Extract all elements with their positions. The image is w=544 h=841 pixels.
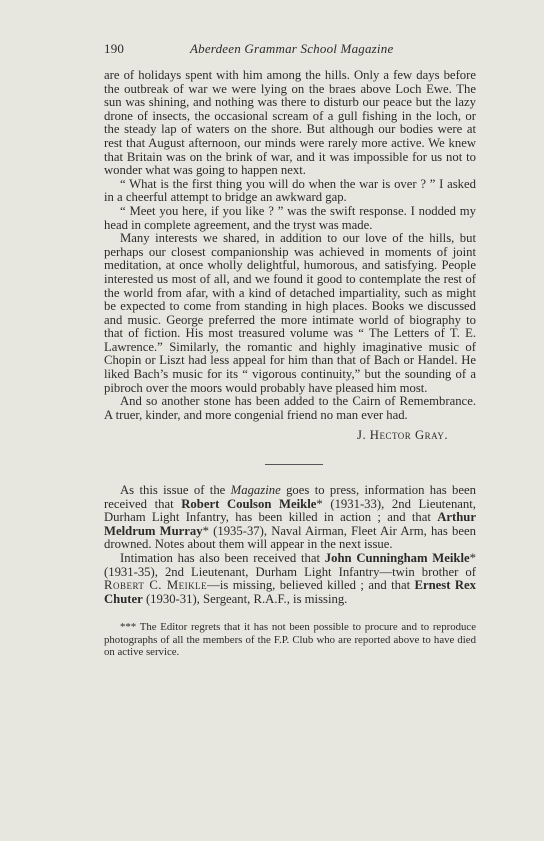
running-head	[104, 41, 476, 59]
news-text: (1930-31), Sergeant, R.A.F., is missing.	[142, 591, 348, 606]
paragraph-interests: Many interests we shared, in addition to our love of the hills, but perhaps our closest companionship was achieved in moments of joint meditation, at once wholly delightful, humorous, and satisfying. People interested us most of all, and we found it good to contemplate the rest of the world from afar, with a kind of detached impartiality, such as might be expected to come from standing in high places. Books we discussed and music. George preferred the more intimate world of biography to that of fiction. His most treasured volume was “ The Letters of T. E. Lawrence.” Similarly, the romantic and highly imaginative music of Chopin or Liszt had less appeal for him than that of Bach or Handel. He liked Bach’s music for its “ vigorous continuity,” but the sounding of a pibroch over the moors would probably have pleased him most.	[104, 231, 476, 395]
paragraph-holidays: are of holidays spent with him among the hills. Only a few days before the outbreak of war we were lying on the braes above Loch Ewe. The sun was shining, and nothing was there to disturb our peace but the lazy drone of insects, the occasional scream of a gull fishing in the loch, or the steady lap of waters on the shore. But although our bodies were at rest that August afternoon, our minds were rarely more active. We knew that Britain was on the brink of war, and it was impossible for us not to wonder what was going to happen next.	[104, 68, 476, 178]
paragraph-cairn: And so another stone has been added to the Cairn of Remembrance. A truer, kinder, and more congenial friend no man ever had.	[104, 394, 476, 422]
editor-note	[104, 621, 476, 658]
news-section	[104, 484, 476, 606]
casualty-name: Arthur Meldrum Murray	[104, 510, 476, 538]
journal-title: Aberdeen Grammar School Magazine	[190, 41, 394, 56]
news-text: * (1931-35), 2nd Lieutenant, Durham Light Infantry—twin brother of	[104, 551, 476, 579]
magazine-title: Magazine	[230, 483, 281, 498]
news-text: * (1935-37), Naval Airman, Fleet Air Arm, has been drowned. Notes about them will appear in the next issue.	[104, 523, 476, 552]
casualty-name-smallcaps: Robert C. Meikle	[104, 578, 208, 593]
news-paragraph-casualties	[104, 484, 476, 552]
paragraph-response: “ Meet you here, if you like ? ” was the swift response. I nodded my head in complete agreement, and the tryst was made.	[104, 203, 476, 232]
news-text: goes to press, information has been received that	[104, 483, 476, 511]
page-number: 190	[104, 41, 125, 56]
author-signature	[104, 429, 448, 443]
casualty-name: John Cunningham Meikle	[324, 551, 470, 565]
news-text: Intimation has also been received that	[120, 551, 325, 565]
article-body	[104, 69, 476, 658]
editor-note-text: *** The Editor regrets that it has not been possible to procure and to reproduce photographs of all the members of the F.P. Club who are reported above to have died on active service.	[104, 621, 476, 658]
news-text: * (1931-33), 2nd Lieutenant, Durham Light Infantry, has been killed in action ; and that	[104, 496, 476, 525]
news-paragraph-missing	[104, 552, 476, 606]
author-name: J. Hector Gray.	[357, 428, 448, 443]
casualty-name: Ernest Rex Chuter	[104, 578, 477, 606]
news-text: —is missing, believed killed ; and that	[207, 578, 415, 593]
section-divider	[265, 464, 323, 465]
news-text: As this issue of the	[120, 483, 231, 498]
casualty-name: Robert Coulson Meikle	[181, 496, 317, 511]
paragraph-question: “ What is the first thing you will do when the war is over ? ” I asked in a cheerful attempt to bridge an awkward gap.	[104, 176, 476, 205]
